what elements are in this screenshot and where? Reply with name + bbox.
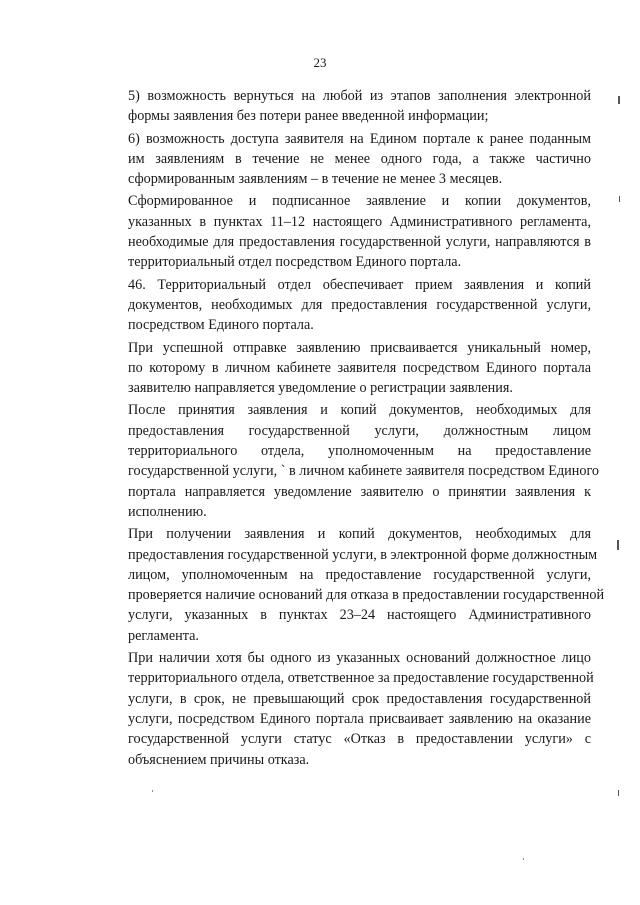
text-line: указанных в пунктах 11–12 настоящего Административного регламента, [128,213,591,230]
text-line: При получении заявления и копий документов, необходимых для [128,526,591,543]
text-line: После принятия заявления и копий документов, необходимых для [128,402,591,419]
text-line: исполнению. [128,503,207,520]
scan-mark [523,858,524,860]
text-line: Сформированное и подписанное заявление и копии документов, [128,193,591,210]
text-line: государственной услуги, ` в личном кабинете заявителя посредством Единого [128,463,600,480]
paragraph [88,524,605,646]
paragraph [88,275,591,336]
scan-mark [618,790,619,796]
text-line: территориального отдела, ответственное за предоставление государственной [128,670,594,687]
text-line: 6) возможность доступа заявителя на Едином портале к ранее поданным [128,130,591,147]
scan-mark [619,196,620,202]
text-line: услуги, посредством Единого портала присваивает заявлению на оказание [128,710,591,727]
text-line: им заявлениям в течение не менее одного года, а также частично [128,150,591,167]
text-line: портала направляется уведомление заявителю о принятии заявления к [128,483,591,500]
text-line: сформированным заявлениям – в течение не менее 3 месяцев. [128,171,503,188]
scan-mark [617,540,619,550]
paragraph [88,338,591,399]
text-line: посредством Единого портала. [128,317,314,334]
text-line: При успешной отправке заявлению присваивается уникальный номер, [128,339,591,356]
paragraph [88,129,591,190]
text-line: регламента. [128,627,199,644]
text-line: лицом, уполномоченным на предоставление государственной услуги, [128,566,591,583]
text-line: территориального отдела, уполномоченным на предоставление [128,443,591,460]
scan-mark [618,96,620,104]
paragraph [88,400,600,522]
text-line: необходимые для предоставления государственной услуги, направляются в [128,234,591,251]
text-line: услуги, указанных в пунктах 23–24 настоящего Административного [128,607,591,624]
scan-mark [152,790,153,792]
text-line: территориальный отдел посредством Единого портала. [128,254,462,271]
text-line: государственной услуги статус «Отказ в предоставлении услуги» с [128,731,591,748]
paragraph [88,191,591,272]
text-line: предоставления государственной услуги, в электронной форме должностным [128,546,598,563]
text-line: При наличии хотя бы одного из указанных оснований должностное лицо [128,650,591,667]
text-line: объяснением причины отказа. [128,751,310,768]
text-line: предоставления государственной услуги, должностным лицом [128,422,591,439]
paragraph [88,86,591,127]
text-line: 5) возможность вернуться на любой из этапов заполнения электронной [128,88,591,104]
text-line: документов, необходимых для предоставления государственной услуги, [128,296,591,313]
document-body [88,86,605,772]
page-number: 23 [313,55,327,70]
text-line: формы заявления без потери ранее введенной информации; [128,108,489,125]
paragraph [88,648,594,770]
text-line: услуги, в срок, не превышающий срок предоставления государственной [128,690,591,707]
text-line: 46. Территориальный отдел обеспечивает прием заявления и копий [128,276,591,293]
text-line: заявителю направляется уведомление о регистрации заявления. [128,380,513,397]
text-line: проверяется наличие оснований для отказа в предоставлении государственной [128,587,605,604]
text-line: по которому в личном кабинете заявителя посредством Единого портала [128,359,591,376]
